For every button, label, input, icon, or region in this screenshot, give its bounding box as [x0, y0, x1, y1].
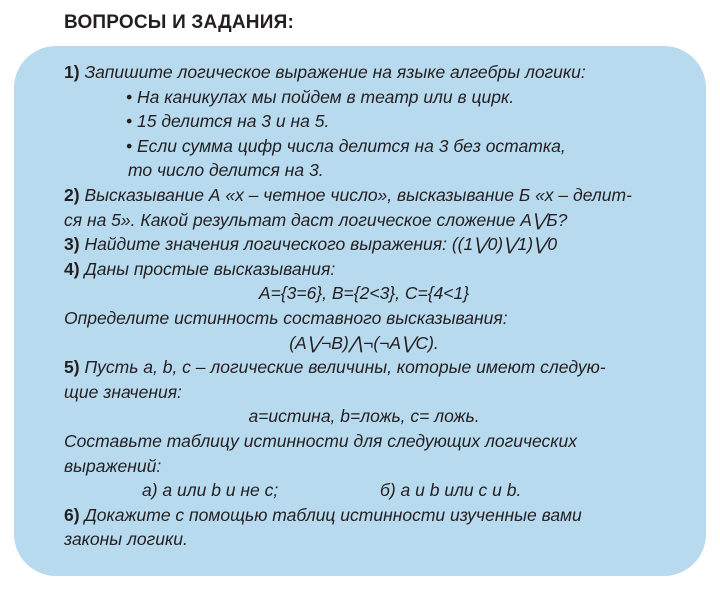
bullet-item: • Если сумма цифр числа делится на 3 без остатка,: [126, 135, 566, 156]
questions-list: [64, 60, 664, 552]
bullet-item-continuation: то число делится на 3.: [128, 160, 324, 181]
question-1: [64, 60, 664, 85]
question-text-continuation: ся на 5». Какой результат даст логическое сложение А⋁Б?: [64, 209, 568, 230]
question-number: 3): [64, 234, 80, 255]
question-text: Даны простые высказывания:: [84, 258, 336, 279]
statements-formula: А={3=6}, В={2<3}, С={4<1}: [258, 283, 470, 304]
question-text-continuation: Составьте таблицу истинности для следующих логических: [64, 430, 578, 451]
question-text-continuation: щие значения:: [64, 381, 182, 402]
question-5: [64, 355, 664, 380]
question-number: 6): [64, 504, 80, 525]
question-text: Пусть a, b, c – логические величины, которые имеют следую-: [84, 357, 606, 378]
question-text-continuation: законы логики.: [64, 529, 188, 550]
question-6: [64, 503, 664, 528]
question-text: Запишите логическое выражение на языке алгебры логики:: [84, 62, 586, 82]
question-number: 4): [64, 258, 80, 279]
question-4: [64, 257, 664, 282]
question-text: Высказывание А «х – четное число», высказывание Б «х – делит-: [84, 184, 632, 205]
question-number: 5): [64, 357, 80, 378]
question-2: [64, 183, 664, 208]
option-b: б) a и b или c и b.: [380, 480, 522, 501]
option-a: а) a или b и не c;: [142, 480, 279, 501]
values-formula: a=истина, b=ложь, c= ложь.: [248, 406, 480, 427]
expression-formula: (А⋁¬В)⋀¬(¬А⋁С).: [289, 332, 439, 353]
question-3: [64, 232, 664, 257]
question-number: 1): [64, 62, 80, 82]
question-text: Найдите значения логического выражения: ((1⋁0)⋁1)⋁0: [84, 234, 558, 255]
question-text-continuation: выражений:: [64, 455, 162, 476]
question-text: Докажите с помощью таблиц истинности изученные вами: [84, 504, 582, 525]
bullet-item: • 15 делится на 3 и на 5.: [126, 111, 330, 132]
options-row: [64, 478, 664, 503]
question-number: 2): [64, 184, 80, 205]
question-prompt: Определите истинность составного высказывания:: [64, 307, 508, 328]
bullet-item: • На каникулах мы пойдем в театр или в цирк.: [126, 86, 515, 107]
page-heading: ВОПРОСЫ И ЗАДАНИЯ:: [64, 12, 294, 33]
